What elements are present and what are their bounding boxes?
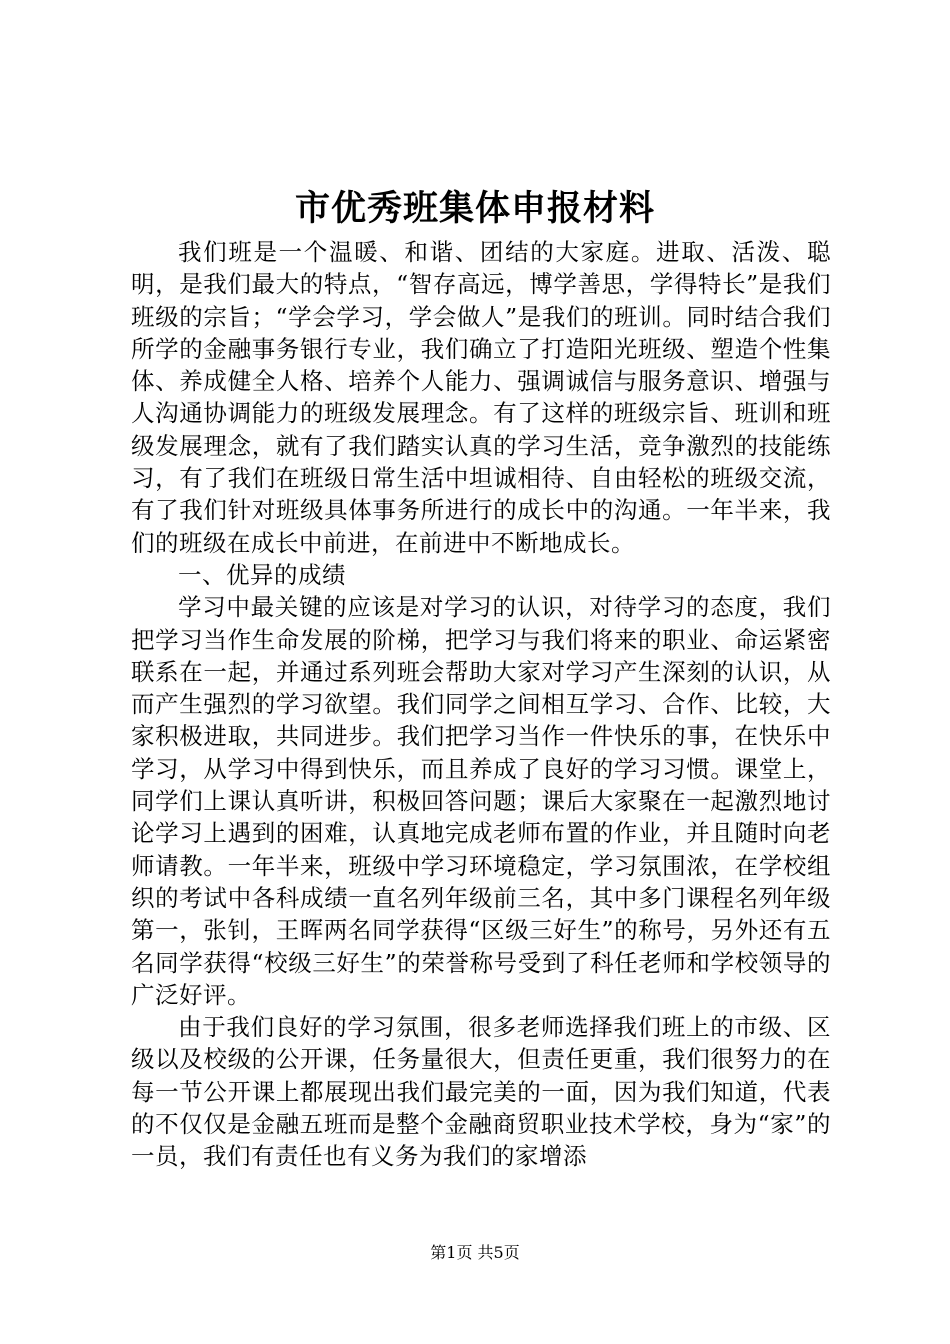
intro-paragraph: 我们班是一个温暖、和谐、团结的大家庭。进取、活泼、聪明，是我们最大的特点，“智存高远，博学善思，学得特长”是我们班级的宗旨；“学会学习，学会做人”是我们的班训。同时结合我们所学的金融事务银行专业，我们确立了打造阳光班级、塑造个性集体、养成健全人格、培养个人能力、强调诚信与服务意识、增强与人沟通协调能力的班级发展理念。有了这样的班级宗旨、班训和班级发展理念，就有了我们踏实认真的学习生活，竞争激烈的技能练习，有了我们在班级日常生活中坦诚相待、自由轻松的班级交流，有了我们针对班级具体事务所进行的成长中的沟通。一年半来，我们的班级在成长中前进，在前进中不断地成长。 xyxy=(131,238,831,557)
achievement-paragraph: 学习中最关键的应该是对学习的认识，对待学习的态度，我们把学习当作生命发展的阶梯，把学习与我们将来的职业、命运紧密联系在一起，并通过系列班会帮助大家对学习产生深刻的认识，从而产生强烈的学习欲望。我们同学之间相互学习、合作、比较，大家积极进取，共同进步。我们把学习当作一件快乐的事，在快乐中学习，从学习中得到快乐，而且养成了良好的学习习惯。课堂上，同学们上课认真听讲，积极回答问题；课后大家聚在一起激烈地讨论学习上遇到的困难，认真地完成老师布置的作业，并且随时向老师请教。一年半来，班级中学习环境稳定，学习氛围浓，在学校组织的考试中各科成绩一直名列年级前三名，其中多门课程名列年级第一，张钊，王晖两名同学获得“区级三好生”的称号，另外还有五名同学获得“校级三好生”的荣誉称号受到了科任老师和学校领导的广泛好评。 xyxy=(131,593,831,1009)
open-class-paragraph: 由于我们良好的学习氛围，很多老师选择我们班上的市级、区级以及校级的公开课，任务量很大，但责任更重，我们很努力的在每一节公开课上都展现出我们最完美的一面，因为我们知道，代表的不仅仅是金融五班而是整个金融商贸职业技术学校，身为“家”的一员，我们有责任也有义务为我们的家增添 xyxy=(131,1013,831,1171)
section-heading: 一、优异的成绩 xyxy=(178,560,346,589)
page-footer: 第1页 共5页 xyxy=(430,1243,520,1262)
document-body xyxy=(131,236,831,1173)
document-title: 市优秀班集体申报材料 xyxy=(294,188,655,229)
